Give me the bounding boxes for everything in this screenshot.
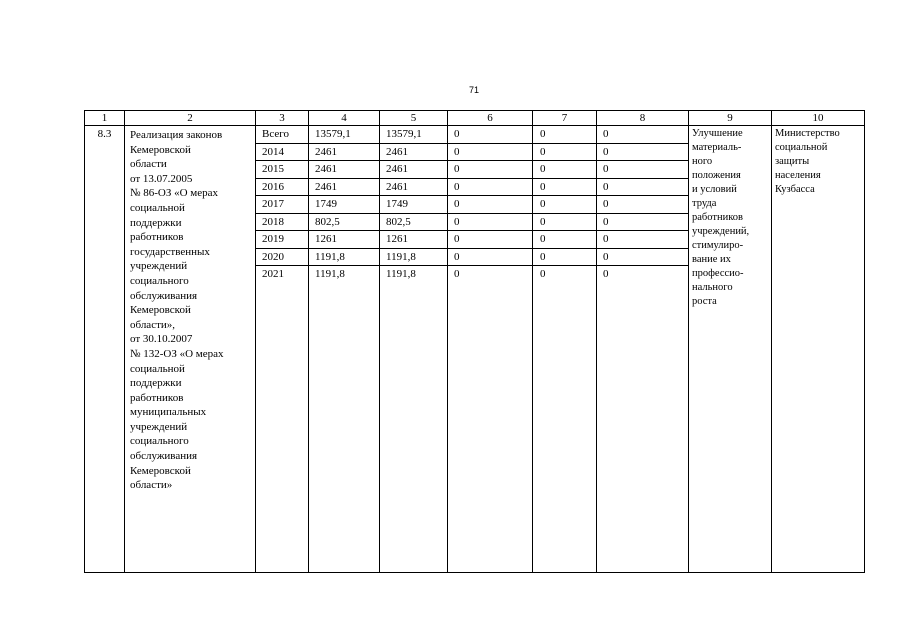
sub-row-value: 1261: [309, 231, 379, 249]
sub-row-value: 0: [597, 179, 688, 197]
text-line: ного: [692, 156, 713, 167]
text-line: социальной: [130, 362, 185, 375]
sub-row-value: 0: [454, 268, 460, 280]
text-line: положения: [692, 170, 741, 181]
header-col-2: 2: [125, 111, 256, 126]
sub-row-value: 0: [448, 249, 532, 267]
sub-row-value: 2461: [380, 144, 447, 162]
sub-row-value: 2015: [256, 161, 308, 179]
text-line: материаль-: [692, 142, 742, 153]
text-line: Кемеровской: [130, 304, 191, 317]
sub-row-value: 0: [597, 249, 688, 267]
years-cell: [256, 126, 309, 573]
col8-cell: [597, 126, 689, 573]
measure-description: [125, 126, 256, 573]
text-line: муниципальных: [130, 406, 207, 419]
header-col-6: 6: [448, 111, 533, 126]
header-row: [85, 111, 865, 126]
sub-row-value: 2016: [256, 179, 308, 197]
col7-list: [533, 126, 596, 283]
text-line: Реализация законов: [130, 129, 223, 141]
sub-row-value: 2461: [380, 161, 447, 179]
sub-row-value: 2461: [380, 179, 447, 197]
text-line: социальной: [775, 142, 828, 153]
sub-row-value: 0: [533, 249, 596, 267]
sub-row-value: 2021: [262, 268, 284, 280]
header-col-4: 4: [309, 111, 380, 126]
sub-row-value: 1191,8: [386, 268, 416, 280]
text-line: № 132-ОЗ «О мерах: [130, 347, 224, 360]
description-lines: [130, 128, 252, 493]
sub-row-value: 0: [533, 196, 596, 214]
sub-row-value: 2461: [309, 161, 379, 179]
sub-row-value: 0: [597, 214, 688, 232]
sub-row-value: 2017: [256, 196, 308, 214]
sub-row-value: 13579,1: [309, 126, 379, 144]
text-line: № 86-ОЗ «О мерах: [130, 187, 219, 200]
text-line: социального: [130, 274, 189, 287]
sub-row-value: 0: [597, 231, 688, 249]
sub-row-value: 1261: [380, 231, 447, 249]
header-col-7: 7: [533, 111, 597, 126]
text-line: Кемеровской: [130, 143, 191, 156]
sub-row-value: 1749: [380, 196, 447, 214]
sub-row-value: 1749: [309, 196, 379, 214]
sub-row-value: 0: [597, 196, 688, 214]
text-line: роста: [692, 296, 717, 307]
text-line: вание их: [692, 254, 731, 265]
sub-row-value: 0: [597, 126, 688, 144]
text-line: учреждений,: [692, 226, 750, 237]
sub-row-value: 0: [603, 268, 609, 280]
sub-row-value: 0: [533, 179, 596, 197]
sub-row-value: 1191,8: [380, 249, 447, 267]
sub-row-value: 0: [448, 196, 532, 214]
row-number: 8.3: [85, 126, 125, 573]
sub-row-value: 802,5: [309, 214, 379, 232]
header-col-10: 10: [772, 111, 865, 126]
col5-cell: [380, 126, 448, 573]
header-col-9: 9: [689, 111, 772, 126]
text-line: труда: [692, 198, 717, 209]
sub-row-value: 2461: [309, 179, 379, 197]
text-line: области: [130, 158, 167, 171]
sub-row-value: 0: [533, 231, 596, 249]
text-line: защиты: [775, 156, 810, 167]
col7-cell: [533, 126, 597, 573]
expected-result: [689, 126, 772, 573]
text-line: поддержки: [130, 377, 182, 390]
text-line: работников: [692, 212, 743, 223]
col4-list: [309, 126, 379, 283]
text-line: Улучшение: [692, 128, 743, 139]
text-line: учреждений: [130, 260, 188, 273]
text-line: области»,: [130, 318, 176, 331]
text-line: работников: [130, 391, 184, 404]
sub-row-value: 13579,1: [380, 126, 447, 144]
sub-row-value: Всего: [256, 126, 308, 144]
text-line: стимулиро-: [692, 240, 744, 251]
sub-row-value: 0: [597, 161, 688, 179]
text-line: населения: [775, 170, 821, 181]
text-line: Кузбасса: [775, 184, 815, 195]
text-line: профессио-: [692, 268, 744, 279]
header-col-8: 8: [597, 111, 689, 126]
table-row: [85, 126, 865, 573]
text-line: поддержки: [130, 216, 182, 229]
text-line: области»: [130, 479, 173, 492]
text-line: обслуживания: [130, 450, 198, 463]
text-line: работников: [130, 231, 184, 244]
sub-row-value: 0: [448, 179, 532, 197]
header-col-3: 3: [256, 111, 309, 126]
executor: [772, 126, 865, 573]
text-line: социальной: [130, 201, 185, 214]
sub-row-value: 802,5: [380, 214, 447, 232]
text-line: обслуживания: [130, 289, 198, 302]
years-list: [256, 126, 308, 283]
sub-row-value: 0: [448, 126, 532, 144]
program-table: [84, 110, 865, 573]
page-number: 71: [468, 85, 479, 95]
text-line: и условий: [692, 184, 737, 195]
sub-row-value: 0: [448, 161, 532, 179]
sub-row-value: 2014: [256, 144, 308, 162]
sub-row-value: 0: [533, 161, 596, 179]
sub-row-value: 0: [448, 144, 532, 162]
sub-row-value: 0: [540, 268, 546, 280]
sub-row-value: 0: [533, 126, 596, 144]
text-line: социального: [130, 435, 189, 448]
col6-list: [448, 126, 532, 283]
sub-row-value: 0: [597, 144, 688, 162]
sub-row-value: 2020: [256, 249, 308, 267]
result-lines: [692, 127, 769, 309]
text-line: от 30.10.2007: [130, 333, 193, 346]
text-line: от 13.07.2005: [130, 172, 193, 185]
col6-cell: [448, 126, 533, 573]
sub-row-value: 1191,8: [315, 268, 345, 280]
sub-row-value: 0: [533, 144, 596, 162]
executor-lines: [775, 127, 862, 197]
text-line: государственных: [130, 245, 210, 258]
text-line: Кемеровской: [130, 464, 191, 477]
sub-row-value: 2461: [309, 144, 379, 162]
text-line: Министерство: [775, 128, 840, 139]
text-line: учреждений: [130, 420, 188, 433]
sub-row-value: 2019: [256, 231, 308, 249]
text-line: нального: [692, 282, 733, 293]
header-col-1: 1: [85, 111, 125, 126]
sub-row-value: 0: [448, 231, 532, 249]
col4-cell: [309, 126, 380, 573]
sub-row-value: 1191,8: [309, 249, 379, 267]
sub-row-value: 0: [448, 214, 532, 232]
sub-row-value: 2018: [256, 214, 308, 232]
header-col-5: 5: [380, 111, 448, 126]
sub-row-value: 0: [533, 214, 596, 232]
col5-list: [380, 126, 447, 283]
col8-list: [597, 126, 688, 283]
